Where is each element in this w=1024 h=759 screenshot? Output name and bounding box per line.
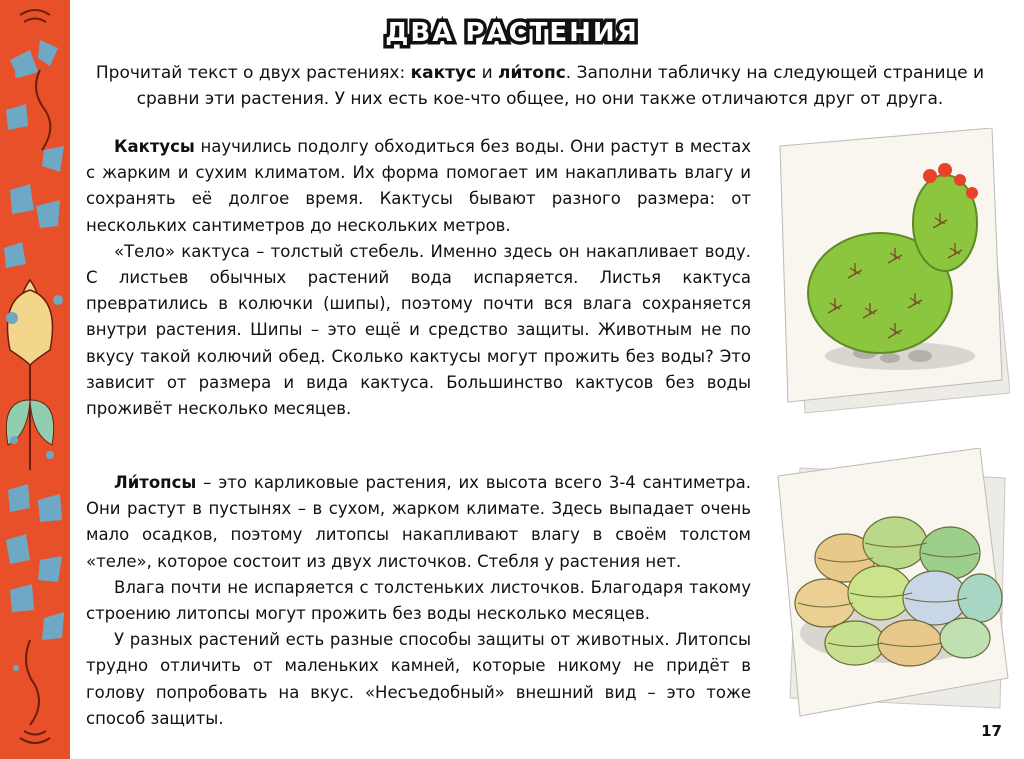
- lithops-paragraph-3: У разных растений есть разные способы защиты от животных. Литопсы трудно отличить от маленьких камней, которые никому не придёт в голову попробовать на вкус. «Несъедобный» внешний вид – это тоже способ защиты.: [86, 630, 751, 728]
- lithops-p1-text: – это карликовые растения, их высота всего 3-4 сантиметра. Они растут в пустынях – в сухом, жарком климате. Здесь выпадает очень мало осадков, поэтому литопсы накапливают влагу в своём толстом «теле», которое состоит из двух листочков. Стебля у растения нет.: [86, 473, 751, 571]
- intro-word-lithops: ли́топс: [498, 63, 566, 83]
- cactus-paragraph-2: «Тело» кактуса – толстый стебель. Именно здесь он накапливает воду. С листьев обычных растений вода испаряется. Листья кактуса превратились в колючки (шипы), поэтому почти вся влага сохраняется внутри растения. Шипы – это ещё и средство защиты. Животным не по вкусу такой колючий обед. Сколько кактусы могут прожить без воды? Это зависит от размера и вида кактуса. Большинство кактусов без воды проживёт несколько месяцев.: [86, 241, 751, 419]
- cactus-icon: [770, 128, 1010, 418]
- lithops-paragraph-2: Влага почти не испаряется с толстеньких листочков. Благодаря такому строению литопсы могут прожить без воды несколько месяцев.: [86, 577, 751, 624]
- cactus-term: Кактусы: [114, 137, 195, 156]
- cactus-paragraph-1: [86, 134, 751, 239]
- lithops-paragraph-1: [86, 470, 751, 575]
- page-title: [0, 18, 1024, 48]
- lithops-icon: [770, 448, 1015, 723]
- cactus-illustration: [770, 128, 1010, 422]
- intro-word-cactus: кактус: [410, 63, 477, 83]
- cactus-p1-text: научились подолгу обходиться без воды. Они растут в местах с жарким и сухим климатом. Их форма помогает им накапливать влагу и сохранять её долгое время. Кактусы бывают разного размера: от нескольких сантиметров до нескольких метров.: [86, 137, 751, 235]
- intro-text: [95, 60, 985, 112]
- intro-and: и: [476, 63, 499, 83]
- page-number: 17: [981, 722, 1002, 740]
- folk-ornament-icon: [0, 0, 70, 759]
- lithops-illustration: [770, 448, 1015, 727]
- intro-post: . Заполни табличку на следующей странице и сравни эти растения. У них есть кое-что общее, но они также отличаются друг от друга.: [136, 63, 985, 109]
- lithops-term: Ли́топсы: [114, 473, 197, 492]
- intro-pre: Прочитай текст о двух растениях:: [95, 63, 411, 83]
- lithops-section: [86, 470, 751, 732]
- decorative-border: [0, 0, 70, 759]
- page-title-text: ДВА РАСТЕНИЯ: [385, 18, 639, 48]
- cactus-section: [86, 134, 751, 422]
